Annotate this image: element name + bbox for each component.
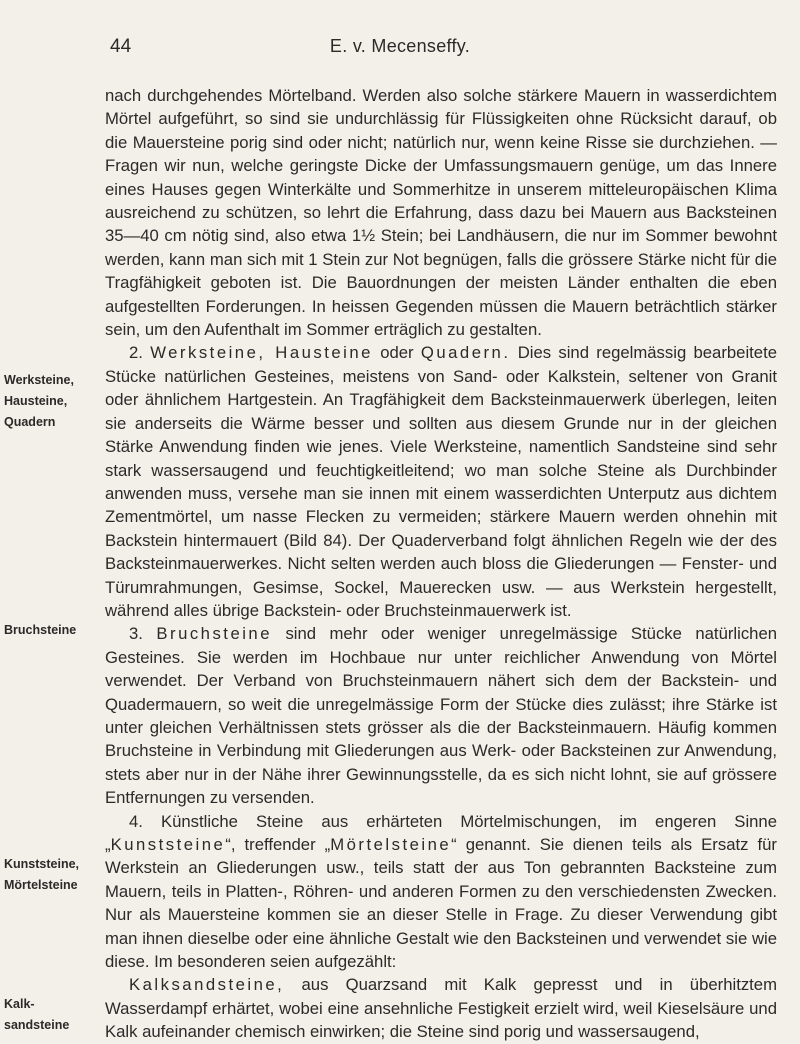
term-kalksandsteine: Kalksandsteine, — [129, 975, 285, 995]
paragraph-3-text: sind mehr oder weniger unregelmässige Stücke natürlichen Gesteines. Sie werden im Hochbaue nur unter reichlicher Anwendung von Mörtel verwendet. Der Verband von Bruchsteinmauern nähert sich dem der Backstein- und Quadermauern, so weit die unregelmässige Form der Stücke dies zulässt; ihre Stärke ist unter gleichen Verhältnissen stets grösser als die der Backsteinmauern. Häufig kommen Bruchsteine in Verbindung mit Gliederungen aus Werk- oder Backsteinen zur Anwendung, stets aber nur in der Nähe ihrer Gewinnungsstelle, da es sich nicht lohnt, sie auf grössere Entfernungen zu versenden. — [105, 624, 778, 808]
paragraph-5-text: aus Quarzsand mit Kalk gepresst und in überhitztem Wasserdampf erhärtet, wobei eine ansehnliche Festigkeit erzielt wird, weil Kieselsäure und Kalk aufeinander chemisch einwirken; die Steine sind porig und wassersaugend, — [105, 975, 777, 1042]
paragraph-2-connector: oder — [372, 343, 421, 363]
running-title: E. v. Mecenseffy. — [329, 36, 471, 56]
paragraph-3 — [105, 622, 777, 809]
margin-note-kalksandsteine: Kalk- sandsteine — [4, 997, 70, 1032]
term-quadern: Quadern. — [420, 343, 511, 363]
paragraph-2 — [105, 341, 777, 622]
paragraph-4-connector: “, treffender „ — [225, 835, 331, 854]
section-number: 3. — [129, 624, 143, 644]
paragraph-4 — [105, 810, 777, 974]
term-werksteine: Werksteine, Hausteine — [150, 343, 373, 363]
term-kunststeine: Kunststeine — [110, 835, 226, 854]
paragraph-1: nach durchgehendes Mörtelband. Werden also solche stärkere Mauern in wasserdichtem Mörtel aufgeführt, so sind sie undurchlässig für Flüssigkeiten ohne Rücksicht darauf, ob die Mauersteine porig sind oder nicht; natürlich nur, wenn keine Risse sie durchziehen. — Fragen wir nun, welche geringste Dicke der Umfassungsmauern genüge, um das Innere eines Hauses gegen Winterkälte und Sommerhitze in unserem mitteleuropäischen Klima ausreichend zu schützen, so lehrt die Erfahrung, dass dazu bei Mauern aus Backsteinen 35—40 cm nötig sind, also etwa 1½ Stein; bei Landhäusern, die nur im Sommer bewohnt werden, kann man sich mit 1 Stein zur Not begnügen, falls die grössere Stärke nicht für die Tragfähigkeit geboten ist. Die Bauordnungen der meisten Länder enthalten die eben aufgestellten Forderungen. In heissen Gegenden müssen die Mauern beträchtlich stärker sein, um den Aufenthalt im Sommer erträglich zu gestalten. — [105, 86, 777, 340]
page-header — [0, 36, 800, 60]
margin-note-bruchsteine: Bruchsteine — [4, 623, 77, 637]
term-moertelsteine: Mörtelsteine — [330, 835, 452, 854]
paragraph-4-start: 4. Künstliche Steine aus erhärteten Mörtelmischungen, im engeren Sinne „ — [105, 811, 777, 854]
term-bruchsteine: Bruchsteine — [156, 624, 272, 644]
margin-note-kunststeine: Kunststeine, Mörtelsteine — [4, 857, 80, 892]
page-number: 44 — [110, 36, 132, 57]
paragraph-4-text: “ genannt. Sie dienen teils als Ersatz für Werkstein an Gliederungen usw., teils statt der aus Ton gebrannten Backsteine zum Mauern, teils in Platten-, Röhren- und anderen Formen zu den verschiedensten Zwecken. Nur als Mauersteine kommen sie an dieser Stelle in Frage. Zu dieser Verwendung gibt man ihnen dieselbe oder eine ähnliche Gestalt wie den Backsteinen und verwendet sie wie diese. Im besonderen seien aufgezählt: — [105, 835, 777, 972]
body-text — [105, 84, 777, 1044]
section-number: 2. — [129, 343, 143, 363]
paragraph-5 — [105, 973, 777, 1043]
margin-note-werksteine: Werksteine, Hausteine, Quadern — [4, 373, 74, 429]
paragraph-2-text: Dies sind regelmässig bearbeitete Stücke natürlichen Gesteines, meistens von Sand- oder Kalkstein, seltener von Granit oder ähnlichem Hartgestein. An Tragfähigkeit dem Backsteinmauerwerk überlegen, leiten sie anderseits die Wärme besser und sollten aus diesem Grunde nur in der gleichen Stärke Anwendung finden wie jenes. Viele Werksteine, namentlich Sandsteine sind sehr stark wassersaugend und feuchtigkeitleitend; wo man solche Steine als Durchbinder anwenden muss, versehe man sie innen mit einem wasserdichten Unterputz aus dichtem Zementmörtel, um nasse Flecken zu vermeiden; stärkere Mauern werden ohnehin mit Backstein hintermauert (Bild 84). Der Quaderverband folgt ähnlichen Regeln wie der des Backsteinmauerwerkes. Nicht selten werden auch bloss die Gliederungen — Fenster- und Türumrahmungen, Gesimse, Sockel, Mauerecken usw. — aus Werkstein hergestellt, während alles übrige Backstein- oder Bruchsteinmauerwerk ist. — [105, 343, 778, 620]
